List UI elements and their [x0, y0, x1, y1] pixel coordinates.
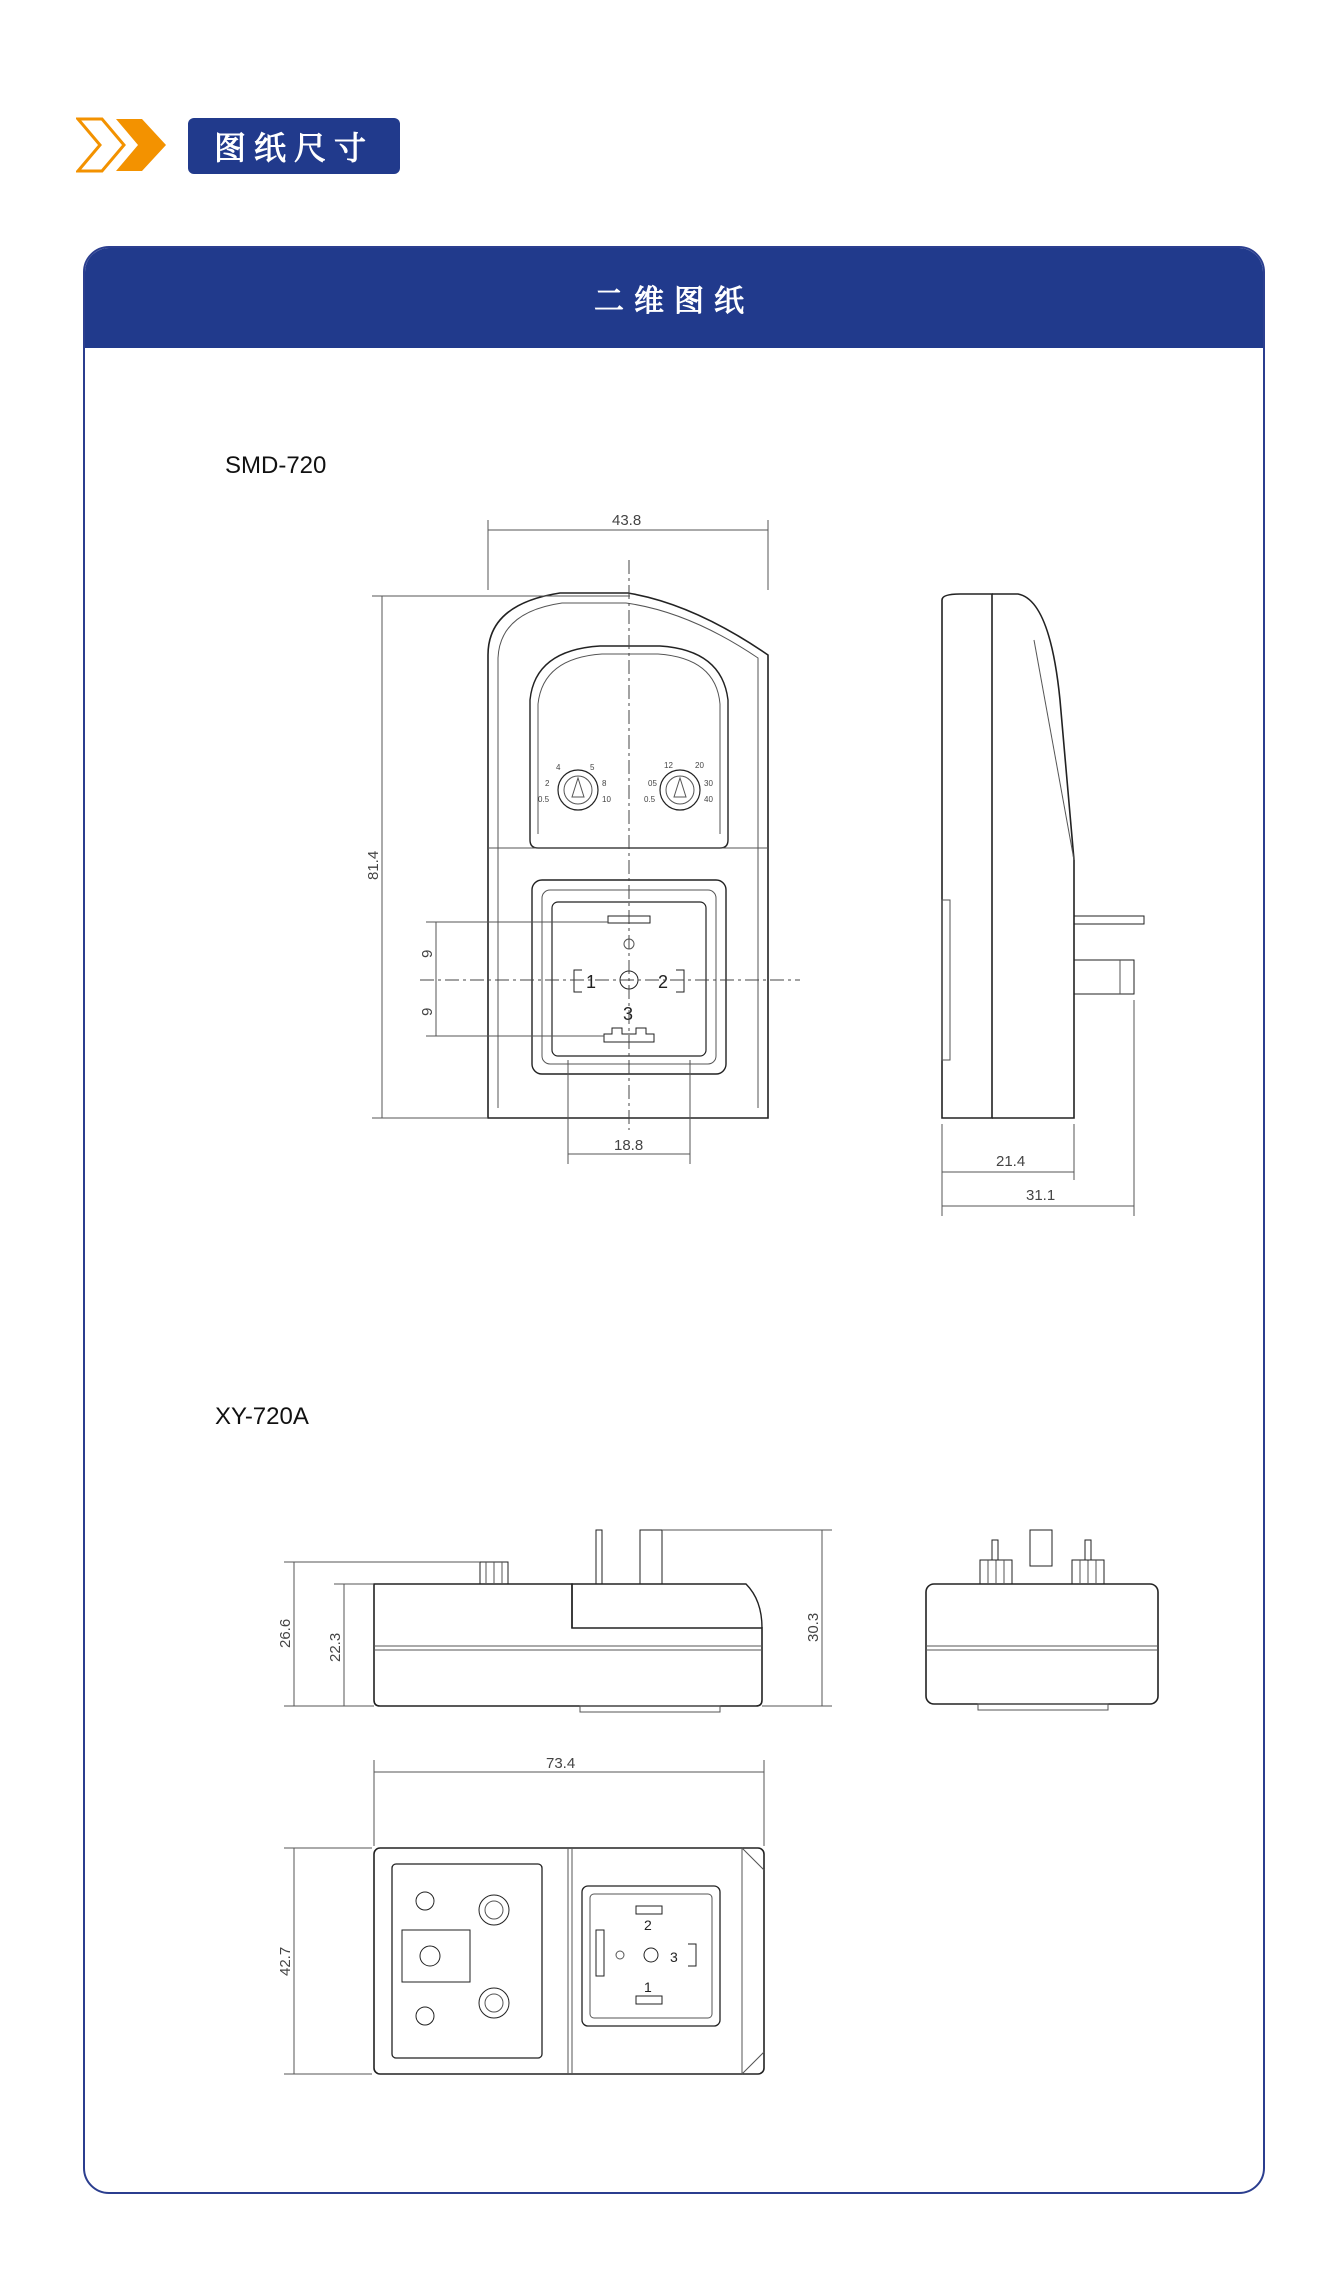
xy720a-side-view: [277, 1530, 832, 1712]
model-label-xy720a: XY-720A: [215, 1403, 309, 1430]
dim-smd-height: 81.4: [365, 850, 382, 880]
xy720a-end-view: [926, 1530, 1158, 1710]
dim-xy-height: 42.7: [277, 1946, 294, 1976]
dim-xy-h2: 22.3: [327, 1632, 344, 1662]
knob-right-scale-6: 40: [704, 795, 713, 804]
xy-socket-label-1: 1: [644, 1979, 652, 1995]
dim-smd-pin1: 9: [419, 949, 436, 958]
dim-smd-pin2: 9: [419, 1007, 436, 1016]
xy-socket-label-2: 2: [644, 1917, 652, 1933]
dim-xy-width: 73.4: [546, 1755, 576, 1772]
knob-left-scale-1: 4: [556, 763, 561, 772]
knob-right-scale-3: 05: [648, 779, 657, 788]
card-title: 二维图纸: [85, 248, 1263, 348]
knob-right-scale-2: 20: [695, 761, 704, 770]
xy720a-top-view: [277, 1755, 764, 2074]
xy-socket-label-3: 3: [670, 1949, 678, 1965]
socket-label-3: 3: [623, 1004, 634, 1024]
dim-xy-h3: 30.3: [805, 1612, 822, 1642]
socket-label-2: 2: [658, 972, 669, 992]
knob-left-scale-6: 10: [602, 795, 611, 804]
knob-left-scale-5: 0.5: [538, 795, 550, 804]
knob-right-scale-1: 12: [664, 761, 673, 770]
section-title: 图纸尺寸: [188, 118, 400, 174]
dim-smd-depth-body: 21.4: [996, 1153, 1026, 1170]
knob-left-scale-3: 2: [545, 779, 550, 788]
model-label-smd720: SMD-720: [225, 452, 327, 479]
socket-label-1: 1: [586, 972, 597, 992]
knob-left-scale-4: 8: [602, 779, 607, 788]
smd720-front-view: [365, 512, 800, 1164]
smd720-side-view: [942, 594, 1144, 1216]
knob-right-scale-4: 30: [704, 779, 713, 788]
dim-smd-depth-total: 31.1: [1026, 1187, 1056, 1204]
dim-smd-width: 43.8: [612, 512, 642, 529]
dim-smd-socket: 18.8: [614, 1137, 644, 1154]
knob-right-scale-5: 0.5: [644, 795, 656, 804]
knob-left-scale-2: 5: [590, 763, 595, 772]
dim-xy-h1: 26.6: [277, 1618, 294, 1648]
